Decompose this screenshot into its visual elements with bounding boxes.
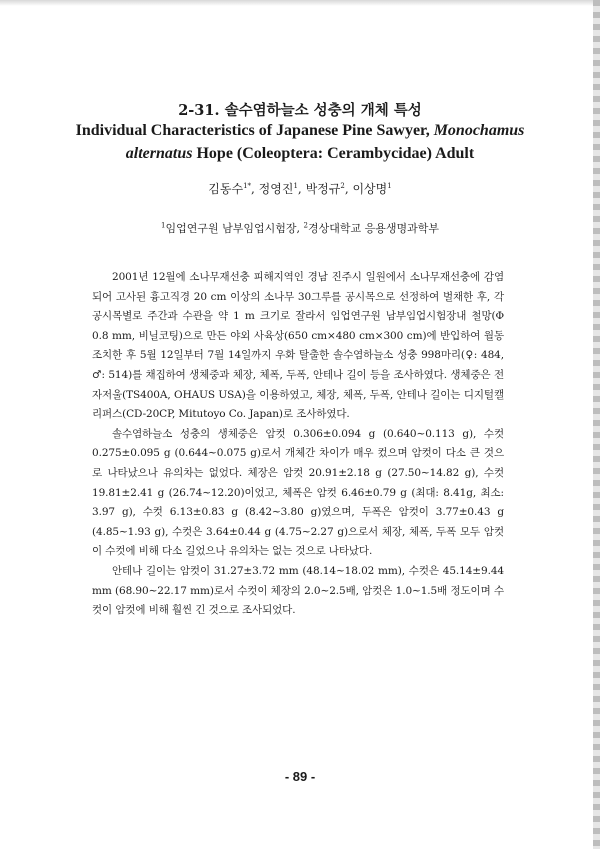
affiliation-sup: 1 — [161, 221, 166, 230]
page-top-shadow — [0, 0, 600, 6]
author-sup: 1 — [387, 182, 392, 190]
affiliation-sup: 2 — [303, 221, 308, 230]
author-sup: 1 — [293, 182, 298, 190]
korean-title: 2-31. 솔수염하늘소 성충의 개체 특성 — [178, 102, 422, 119]
author-list: 김동수$^{1*}$, 정영진$^1$, 박정규$^2$, 이상명$^1$ — [208, 182, 392, 196]
english-title-part1: Individual Characteristics of Japanese Pine Sawyer, — [75, 122, 430, 139]
english-title-part2: Hope (Coleoptera: Cerambycidae) Adult — [196, 145, 475, 162]
page-number: - 89 - — [284, 769, 316, 784]
english-title-genus: Monochamus — [433, 122, 525, 139]
english-title-species: alternatus — [125, 145, 193, 162]
affiliation-line — [0, 220, 600, 236]
author-name: 이상명 — [352, 182, 388, 196]
author-name: 정영진 — [258, 182, 294, 196]
author-sup: 1* — [243, 182, 252, 190]
affiliation-text: 경상대학교 응용생명과학부 — [307, 222, 439, 235]
paragraph-antenna: 안테나 길이는 암컷이 31.27±3.72 mm (48.14∼18.02 mm), 수컷은 45.14±9.44 mm (68.90∼22.17 mm)로서 수컷이 체장의 2.0∼2.5배, 암컷은 1.0∼1.5배 정도이며 수컷이 암컷에 비해 훨씬 긴 것으로 조사되었다. — [92, 564, 504, 617]
paragraph-body-measurements: 솔수염하늘소 성충의 생체중은 암컷 0.306±0.094 g (0.640∼0.113 g), 수컷 0.275±0.095 g (0.644∼0.075 g)로서 개체간 차이가 매우 컸으며 암컷이 다소 큰 것으로 나타났으나 유의차는 없었다. 체장은 암컷 20.91±2.18 g (27.50∼14.82 g), 수컷 19.81±2.41 g (26.74∼12.20)이었고, 체폭은 암컷 6.46±0.79 g (최대: 8.41g, 최소: 3.97 g), 수컷 6.13±0.83 g (8.42∼3.80 g)였으며, 두폭은 암컷이 3.77±0.43 g (4.85∼1.93 g), 수컷은 3.64±0.44 g (4.75∼2.27 g)으로서 체장, 체폭, 두폭 모두 암컷이 수컷에 비해 다소 길었으나 유의차는 없는 것으로 나타났다. — [92, 427, 504, 558]
author-sup: 2 — [340, 182, 345, 190]
author-name: 김동수 — [208, 182, 244, 196]
english-title — [60, 119, 540, 165]
paragraph-methods: 2001년 12월에 소나무재선충 피해지역인 경남 진주시 일원에서 소나무재선충에 감염되어 고사된 흉고직경 20 cm 이상의 소나무 30그루를 공시목으로 선정하여 벌채한 후, 각 공시목별로 주간과 수관을 약 1 m 크기로 잘라서 임업연구원 남부임업시험장내 철망(Φ 0.8 mm, 비닐코팅)으로 만든 야외 사육상(650 cm×480 cm×300 cm)에 반입하여 월동 조치한 후 5월 12일부터 7월 14일까지 우화 탈출한 솔수염하늘소 성충 998마리(♀: 484, ♂: 514)를 채집하여 생체중과 체장, 체폭, 두폭, 안테나 길이 등을 조사하였다. 생체중은 전자저울(TS400A, OHAUS USA)을 이용하였고, 체장, 체폭, 두폭, 안테나 길이는 디지털캘리퍼스(CD-20CP, Mitutoyo Co. Japan)로 조사하였다. — [92, 271, 504, 421]
author-name: 박정규 — [305, 182, 341, 196]
body-text — [92, 268, 504, 621]
affiliation-text: 임업연구원 남부임업시험장, — [165, 222, 300, 235]
page-right-edge — [593, 0, 600, 849]
